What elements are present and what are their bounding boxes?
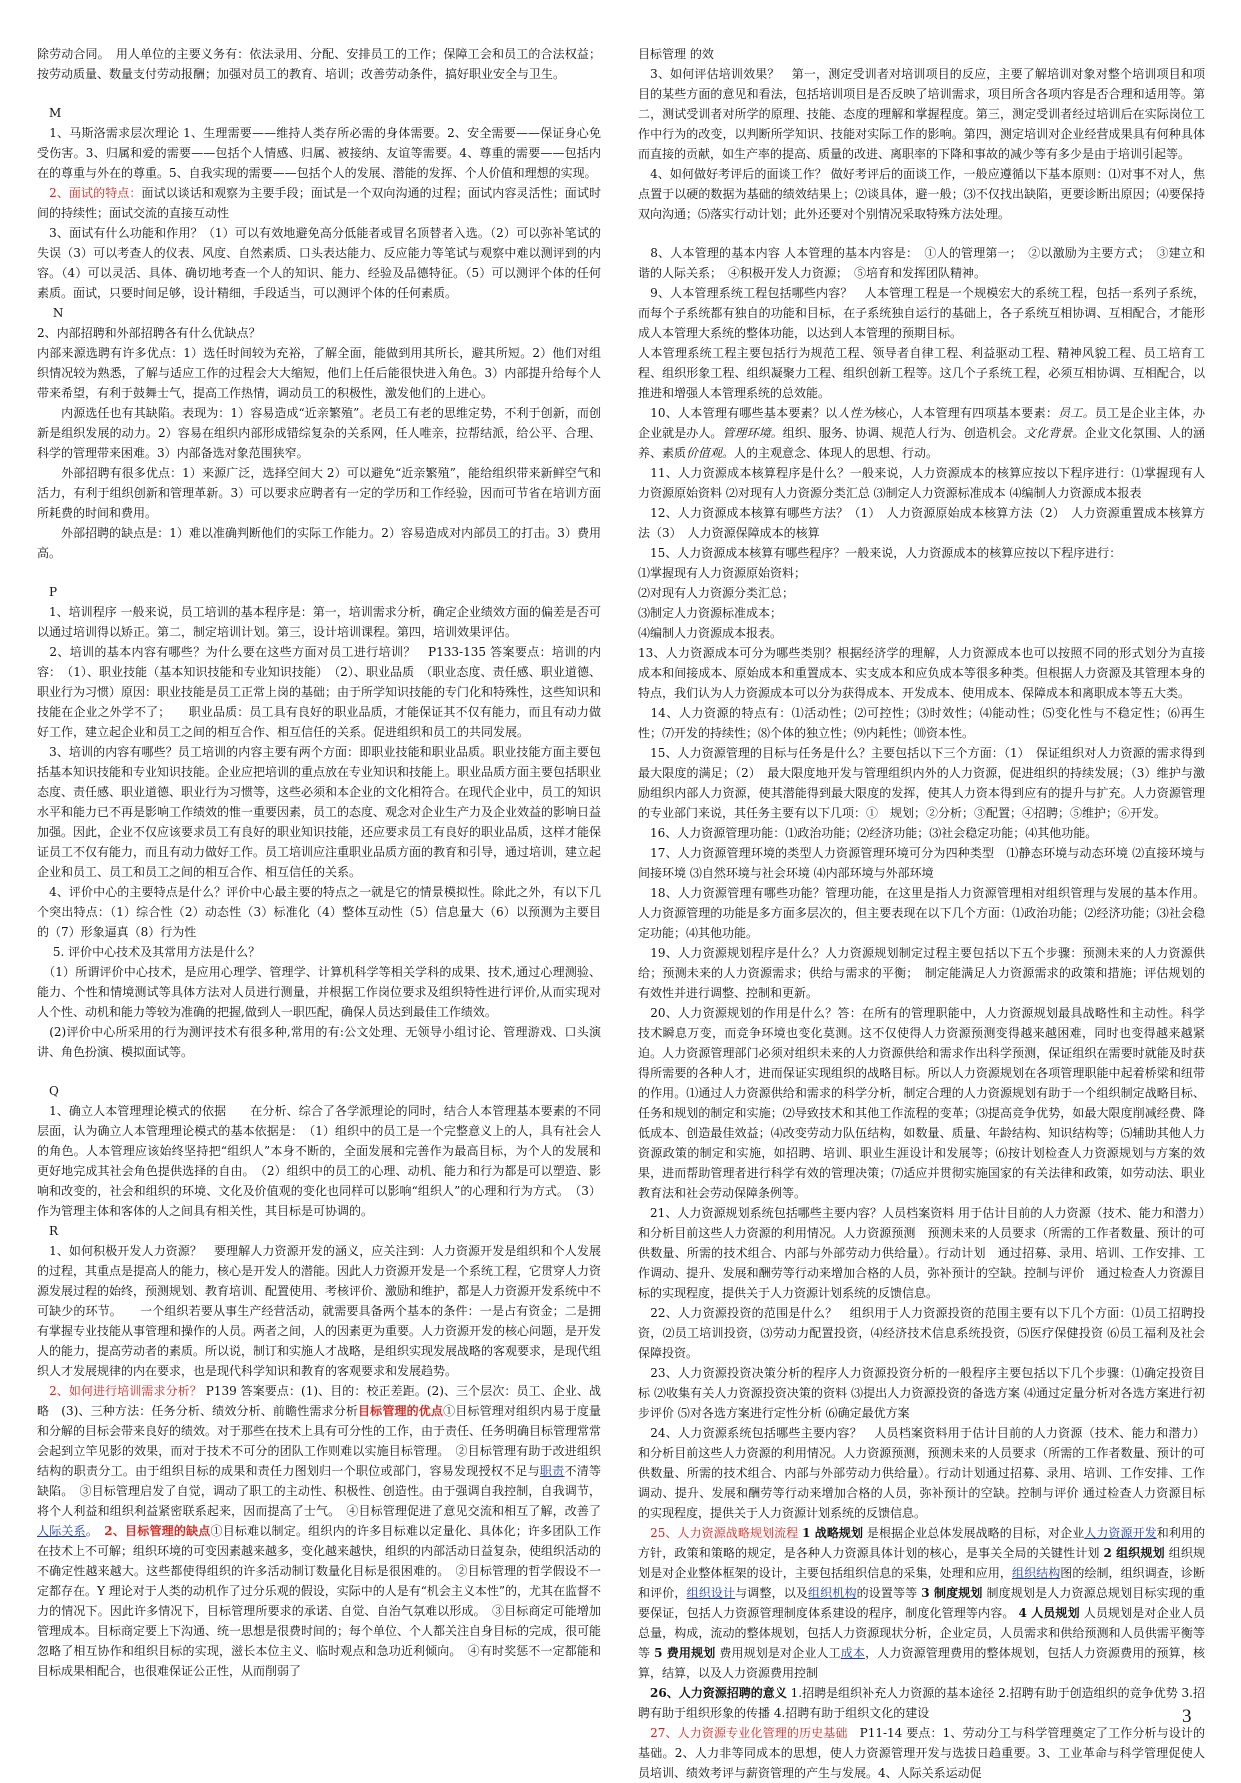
text-run: 1、马斯洛需求层次理论 1、生理需要——维持人类存所必需的身体需要。2、安全需要——保证身心免受伤害。3、归属和爱的需要——包括个人情感、归属、被接纳、友谊等需要。4、尊重的需要——包括内在的尊重与外在的尊重。5、自我实现的需要——包括个人的发展、潜能的发挥、个人价值和理想的实现。: [37, 126, 601, 180]
text-run: 组织、服务、协调、规范人行为、创造机会。: [782, 426, 1025, 440]
text-run: ⑶制定人力资源标准成本；: [638, 606, 783, 620]
paragraph: [37, 183, 601, 223]
paragraph: [37, 1101, 601, 1221]
paragraph: [638, 1303, 1205, 1363]
red-heading-text: 27、人力资源专业化管理的历史基础: [638, 1726, 848, 1740]
paragraph: [37, 323, 601, 343]
text-run: 不清等缺陷。 ③目标管理启发了自觉，调动了职工的主动性、积极性、创造性。由于强调自我控制，自我调节，将个人利益和组织利益紧密联系起来，因而提高了士气。 ④目标管理促进了意见交流和相互了解，改善了: [37, 1464, 601, 1518]
paragraph: [638, 503, 1205, 543]
text-run: 12、人力资源成本核算有哪些方法？（1） 人力资源原始成本核算方法（2） 人力资源重置成本核算方法（3） 人力资源保障成本的核算: [638, 506, 1205, 540]
paragraph: [638, 743, 1205, 823]
text-run: 8、人本管理的基本内容 人本管理的基本内容是： ①人的管理第一； ②以激励为主要方式； ③建立和谐的人际关系； ④积极开发人力资源； ⑤培育和发挥团队精神。: [638, 246, 1205, 280]
link-text[interactable]: 组织结构: [1012, 1566, 1061, 1580]
text-run: 2、培训的基本内容有哪些？为什么要在这些方面对员工进行培训？ P133-135 答案要点：培训的内容： （1）、职业技能（基本知识技能和专业知识技能） （2）、职业品质 （职业态度、责任感、职业道德、职业行为习惯）原因：职业技能是员工正常上岗的基础；由于所学知识技能的专门化和特殊性，这些知识和技能在企业之外学不了； 职业品质：员工具有良好的职业品质，才能保证其不仅有能力，而且有动力做好工作，建立起企业和员工之间的相互合作、相互信任的关系。促进组织和员工的共同发展。: [37, 645, 602, 739]
paragraph: [638, 164, 1205, 224]
bold-text: 3 制度规划: [921, 1586, 983, 1600]
bold-text: 2 组织规划: [1103, 1546, 1165, 1560]
link-text[interactable]: 人力资源开发: [1084, 1526, 1157, 1540]
paragraph: [37, 742, 601, 882]
bold-text: 5 费用规划: [654, 1646, 716, 1660]
paragraph: [638, 563, 1205, 583]
text-run: 与调整，以及: [735, 1586, 809, 1600]
text-run: 4、如何做好考评后的面谈工作？ 做好考评后的面谈工作，一般应遵循以下基本原则：⑴对事不对人，焦点置于以硬的数据为基础的绩效结果上；⑵谈具体，避一般；⑶不仅找出缺陷，更要诊断出原因；⑷要保持双向沟通；⑸落实行动计划；此外还要对个别情况采取特殊方法处理。: [638, 167, 1205, 221]
red-heading-text: 2、目标管理的缺点: [104, 1524, 211, 1538]
paragraph: [37, 103, 601, 123]
text-run: 11、人力资源成本核算程序是什么？一般来说，人力资源成本的核算应按以下程序进行：⑴掌握现有人力资源原始资料 ⑵对现有人力资源分类汇总 ⑶制定人力资源标准成本 ⑷编制人力资源成本报表: [638, 466, 1205, 500]
link-text[interactable]: 组织机构: [808, 1586, 857, 1600]
link-text[interactable]: 人际关系: [37, 1524, 86, 1538]
text-run: (2)评价中心所采用的行为测评技术有很多种,常用的有:公文处理、无领导小组讨论、管理游戏、口头演讲、角色扮演、模拟面试等。: [37, 1025, 601, 1059]
italic-text: 管理环境。: [722, 426, 783, 440]
red-heading-text: 目标管理的优点: [358, 1404, 444, 1418]
paragraph: [37, 523, 601, 563]
paragraph: [638, 1003, 1205, 1203]
text-run: 和利用的方针，政策和策略的规定，是各种人力资源具体计划的核心，是事关全局的关键性计划: [638, 1526, 1205, 1560]
text-run: P: [37, 585, 58, 599]
paragraph: [37, 942, 601, 962]
paragraph: [37, 223, 601, 303]
text-run: 1、如何积极开发人力资源？ 要理解人力资源开发的涵义，应关注到：人力资源开发是组织和个人发展的过程，其重点是提高人的能力，核心是开发人的潜能。因此人力资源开发是一个系统工程，它贯穿人力资源发展过程的始终，预测规划、教育培训、配置使用、考核评价、激励和维护，都是人力资源开发系统中不可缺少的环节。 一个组织若要从事生产经营活动，就需要具备两个基本的条件：一是占有资金；二是拥有掌握专业技能从事管理和操作的人员。两者之间，人的因素更为重要。人力资源开发的核心问题，是开发人的能力，提高劳动者的素质。所以说，制订和实施人才战略，是组织实现发展战略的客观要求，是现代组织人才发展规律的内在要求，也是现代科学知识和教育的客观要求和发展趋势。: [37, 1244, 602, 1378]
paragraph: [638, 823, 1205, 843]
text-run: Q: [37, 1084, 59, 1098]
italic-text: 人性为: [837, 406, 875, 420]
paragraph: [638, 283, 1205, 343]
text-run: 23、人力资源投资决策分析的程序人力资源投资分析的一般程序主要包括以下几个步骤：⑴确定投资目标 ⑵收集有关人力资源投资决策的资料 ⑶提出人力资源投资的备选方案 ⑷通过定量分析对各选方案进行初步评价 ⑸对各选方案进行定性分析 ⑹确定最优方案: [638, 1366, 1205, 1420]
paragraph: [37, 962, 601, 1022]
text-run: N: [37, 306, 64, 320]
italic-text: 文化背景。: [1024, 426, 1085, 440]
text-run: 17、人力资源管理环境的类型人力资源管理环境可分为四种类型 ⑴静态环境与动态环境 ⑵直接环境与间接环境 ⑶自然环境与社会环境 ⑷内部环境与外部环境: [638, 846, 1205, 880]
paragraph: [638, 623, 1205, 643]
bold-text: 1 战略规划: [802, 1526, 864, 1540]
text-run: 制度规划是人力资源总规划目标实现的重要保证，包括人力资源管理制度体系建设的程序，制度化管理等内容。: [638, 1586, 1205, 1620]
text-run: 3、如何评估培训效果？ 第一，测定受训者对培训项目的反应，主要了解培训对象对整个培训项目和项目的某些方面的意见和看法，包括培训项目是否反映了培训需求，项目所含各项内容是否合理和适用等。第二，测试受训者对所学的原理、技能、态度的理解和掌握程度。第三，测定受训者经过培训后在实际岗位工作中行为的改变，以判断所学知识、技能对实际工作的影响。第四，测定培训对企业经营成果具有何种具体而直接的贡献，如生产率的提高、质量的改进、离职率的下降和事故的减少等有多少是由于培训引起等。: [638, 67, 1205, 161]
paragraph: [37, 44, 601, 84]
text-run: P139 答案要点：(1)、目的：校正差距。(2)、三个层次：员工、企业、战略 (3)、三种方法：任务分析、绩效分析、前瞻性需求分析: [37, 1384, 602, 1418]
paragraph: [638, 343, 1205, 403]
paragraph: [638, 64, 1205, 164]
text-run: ①目标管理对组织内易于度量和分解的目标会带来良好的绩效。对于那些在技术上具有可分性的工作，由于责任、任务明确目标管理常常会起到立竿见影的效果，而对于技术不可分的团队工作则难以实施目标管理。 ②目标管理有助于改进组织结构的职责分工。由于组织目标的成果和责任力图划归一个职位或部门，容易发现授权不足与: [37, 1404, 602, 1478]
text-run: R: [37, 1224, 59, 1238]
text-run: 企业文化氛围、人的涵养、素质: [638, 426, 1205, 460]
paragraph: [638, 1423, 1205, 1523]
paragraph: [37, 602, 601, 642]
bold-text: 26、人力资源招聘的意义: [638, 1686, 787, 1700]
text-run: 费用规划是对企业人工: [715, 1646, 841, 1660]
paragraph: [37, 403, 601, 463]
paragraph: [638, 243, 1205, 283]
text-run: 15、人力资源成本核算有哪些程序？一般来说，人力资源成本的核算应按以下程序进行：: [638, 546, 1122, 560]
text-run: 5. 评价中心技术及其常用方法是什么？: [37, 945, 261, 959]
text-run: 1.招聘是组织补充人力资源的基本途径 2.招聘有助于创造组织的竞争优势 3.招聘有助于组织形象的传播 4.招聘有助于组织文化的建设: [638, 1686, 1205, 1720]
text-run: 核心，人本管理有四项基本要素：: [874, 406, 1059, 420]
paragraph: [638, 44, 1205, 64]
text-run: 员工是企业主体，办企业就是办人。: [638, 406, 1205, 440]
link-text[interactable]: 成本: [840, 1646, 866, 1660]
paragraph: [638, 643, 1205, 703]
paragraph: [638, 463, 1205, 503]
paragraph: [638, 543, 1205, 563]
text-run: 。: [85, 1524, 105, 1538]
paragraph: [37, 1241, 601, 1381]
text-run: ⑷编制人力资源成本报表。: [638, 626, 783, 640]
text-run: P11-14 要点：1、劳动分工与科学管理奠定了工作分析与设计的基础。2、人力非等同成本的思想，使人力资源管理开发与选拔日趋重要。3、工业革命与科学管理促使人员培训、绩效考评与薪资管理的产生与发展。4、人际关系运动促: [638, 1726, 1205, 1780]
text-run: 16、人力资源管理功能：⑴政治功能；⑵经济功能；⑶社会稳定功能；⑷其他功能。: [638, 826, 1098, 840]
paragraph: [37, 343, 601, 403]
text-run: 外部招聘的缺点是：1）难以准确判断他们的实际工作能力。2）容易造成对内部员工的打击。3）费用高。: [37, 526, 601, 560]
paragraph: [638, 603, 1205, 623]
left-column: [37, 44, 601, 1712]
text-run: 4、评价中心的主要特点是什么？评价中心最主要的特点之一就是它的情景模拟性。除此之外，有以下几个突出特点：（1）综合性（2）动态性（3）标准化（4）整体互动性（5）信息量大（6）以预测为主要目的（7）形象逼真（8）行为性: [37, 885, 601, 939]
text-run: 9、人本管理系统工程包括哪些内容？ 人本管理工程是一个规模宏大的系统工程，包括一系列子系统，而每个子系统都有独自的功能和目标，在子系统独自运行的基础上，各子系统互相协调、互相配合，才能形成人本管理大系统的整体功能，以达到人本管理的预期目标。: [638, 286, 1205, 340]
italic-text: 价值观。: [686, 446, 735, 460]
red-heading-text: 25、人力资源战略规划流程: [638, 1526, 799, 1540]
paragraph: [37, 303, 601, 323]
link-text[interactable]: 职责: [539, 1464, 565, 1478]
italic-text: 员工。: [1058, 406, 1095, 420]
text-run: 人本管理系统工程主要包括行为规范工程、领导者自律工程、利益驱动工程、精神风貌工程、员工培育工程、组织形象工程、组织凝聚力工程、组织创新工程等。这几个子系统工程，必须互相协调、互相配合，以推进和增强人本管理系统的总效能。: [638, 346, 1205, 400]
page-number: 3: [1182, 1706, 1192, 1727]
text-run: M: [37, 106, 62, 120]
text-run: ⑵对现有人力资源分类汇总；: [638, 586, 795, 600]
text-run: 人的主观意念、体现人的思想、行动。: [734, 446, 939, 460]
paragraph: [638, 883, 1205, 943]
text-run: 外部招聘有很多优点：1）来源广泛，选择空间大 2）可以避免“近亲繁殖”，能给组织带来新鲜空气和活力，有利于组织创新和管理革新。3）可以要求应聘者有一定的学历和工作经验，因而可节省在培训方面所耗费的时间和费用。: [37, 466, 601, 520]
text-run: 14、人力资源的特点有：⑴活动性；⑵可控性；⑶时效性；⑷能动性；⑸变化性与不稳定性；⑹再生性；⑺开发的持续性；⑻个体的独立性；⑼内耗性；⑽资本性。: [638, 706, 1205, 740]
text-run: 1、培训程序 一般来说，员工培训的基本程序是：第一，培训需求分析，确定企业绩效方面的偏差是否可以通过培训得以矫正。第二，制定培训计划。第三，设计培训课程。第四，培训效果评估。: [37, 605, 601, 639]
paragraph: [638, 1723, 1205, 1783]
text-run: 2、内部招聘和外部招聘各有什么优缺点？: [37, 326, 261, 340]
text-run: 目标管理 的效: [638, 47, 714, 61]
paragraph: [37, 1381, 601, 1681]
paragraph: [37, 882, 601, 942]
text-run: 的设置等等: [856, 1586, 922, 1600]
text-run: ⑴掌握现有人力资源原始资料；: [638, 566, 807, 580]
right-column: [638, 44, 1205, 1780]
text-run: 人员规划是对企业人员总量，构成，流动的整体规划，包括人力资源现状分析，企业定员，人员需求和供给预测和人员供需平衡等等: [638, 1606, 1205, 1660]
text-run: 内源选任也有其缺陷。表现为：1）容易造成“近亲繁殖”。老员工有老的思维定势，不利于创新，而创新是组织发展的动力。2）容易在组织内部形成错综复杂的关系网，任人唯亲，拉帮结派，给公平、合理、科学的管理带来困难。3）内部备选对象范围狭窄。: [37, 406, 601, 460]
paragraph: [638, 1363, 1205, 1423]
paragraph: [638, 403, 1205, 463]
paragraph: [37, 642, 601, 742]
text-run: 22、人力资源投资的范围是什么？ 组织用于人力资源投资的范围主要有以下几个方面：⑴员工招聘投资，⑵员工培训投资，⑶劳动力配置投资，⑷经济技术信息系统投资，⑸医疗保健投资 ⑹员工福利及社会保障投资。: [638, 1306, 1205, 1360]
text-run: 10、人本管理有哪些基本要素？以: [638, 406, 838, 420]
paragraph: [638, 583, 1205, 603]
paragraph: [37, 123, 601, 183]
paragraph: [37, 1081, 601, 1101]
paragraph: [37, 582, 601, 602]
text-run: 3、面试有什么功能和作用？（1）可以有效地避免高分低能者或冒名顶替者入选。（2）可以弥补笔试的失误（3）可以考查人的仪表、风度、自然素质、口头表达能力、反应能力等笔试与观察中难以测评到的内容。（4）可以灵活、具体、确切地考查一个人的知识、能力、经验及品德特征。（5）可以测评个体的任何素质。面试，只要时间足够，设计精细，手段适当，可以测评个体的任何素质。: [37, 226, 601, 300]
text-run: 19、人力资源规划程序是什么？人力资源规划制定过程主要包括以下五个步骤：预测未来的人力资源供给；预测未来的人力资源需求；供给与需求的平衡； 制定能满足人力资源需求的政策和措施；评估规划的有效性并进行调整、控制和更新。: [638, 946, 1205, 1000]
text-run: 是根据企业总体发展战略的目标，对企业: [863, 1526, 1085, 1540]
paragraph: [638, 843, 1205, 883]
text-run: 21、人力资源规划系统包括哪些主要内容？人员档案资料 用于估计目前的人力资源（技术、能力和潜力）和分析目前这些人力资源的利用情况。人力资源预测 预测未来的人员要求（所需的工作者数量、预计的可供数量、所需的技术组合、内部与外部劳动力供给量）。行动计划 通过招募、录用、培训、工作安排、工作调动、提升、发展和酬劳等行动来增加合格的人员，弥补预计的空缺。控制与评价 通过检查人力资源目标的实现程度，提供关于人力资源计划系统的反馈信息。: [638, 1206, 1205, 1300]
text-run: 24、人力资源系统包括哪些主要内容？ 人员档案资料用于估计目前的人力资源（技术、能力和潜力）和分析目前这些人力资源的利用情况。人力资源预测，预测未来的人员要求（所需的工作者数量、预计的可供数量、所需的技术组合、内部与外部劳动力供给量）。行动计划通过招募、录用、培训、工作安排、工作调动、提升、发展和酬劳等行动来增加合格的人员，弥补预计的空缺。控制与评价 通过检查人力资源目标的实现程度，提供关于人力资源计划系统的反馈信息。: [638, 1426, 1205, 1520]
red-heading-text: 2、面试的特点：: [37, 186, 142, 200]
text-run: 13、人力资源成本可分为哪些类别？根据经济学的理解，人力资源成本也可以按照不同的形式划分为直接成本和间接成本、原始成本和重置成本、实支成本和应负成本等很多种类。但根据人力资源及其管理本身的特点，我们认为人力资源成本可以分为获得成本、开发成本、使用成本、保障成本和离职成本等五大类。: [638, 646, 1205, 700]
text-run: （1）所谓评价中心技术，是应用心理学、管理学、计算机科学等相关学科的成果、技术,通过心理测验、能力、个性和情境测试等具体方法对人员进行测量，并根据工作岗位要求及组织特性进行评价,从而实现对人个性、动机和能力等较为准确的把握,做到人一职匹配，确保人员达到最佳工作绩效。: [37, 965, 601, 1019]
paragraph: [638, 943, 1205, 1003]
text-run: ，人力资源管理费用的整体规划，包括人力资源费用的预算，核算，结算，以及人力资源费用控制: [638, 1646, 1205, 1680]
text-run: 内部来源选聘有许多优点：1）选任时间较为充裕，了解全面，能做到用其所长，避其所短。2）他们对组织情况较为熟悉，了解与适应工作的过程会大大缩短，他们上任后能很快进入角色。3）内部提升给每个人带来希望，有利于鼓舞士气，提高工作热情，调动员工的积极性，激发他们的上进心。: [37, 346, 601, 400]
paragraph: [37, 463, 601, 523]
paragraph: [638, 1683, 1205, 1723]
red-heading-text: 2、如何进行培训需求分析？: [37, 1384, 202, 1398]
text-run: 15、人力资源管理的目标与任务是什么？主要包括以下三个方面：（1） 保证组织对人力资源的需求得到最大限度的满足；（2） 最大限度地开发与管理组织内外的人力资源，促进组织的持续发展；（3）维护与激励组织内部人力资源，使其潜能得到最大限度的发挥，使其人力资本得到应有的提升与扩充。人力资源管理的专业部门来说，其任务主要有以下几项：① 规划；②分析；③配置；④招聘；⑤维护；⑥开发。: [638, 746, 1205, 820]
text-run: 20、人力资源规划的作用是什么？答：在所有的管理职能中，人力资源规划最具战略性和主动性。科学技术瞬息万变，而竞争环境也变化莫测。这不仅使得人力资源预测变得越来越困难，同时也变得越来越紧迫。人力资源管理部门必须对组织未来的人力资源供给和需求作出科学预测，保证组织在需要时就能及时获得所需要的各种人才，进而保证实现组织的战略目标。所以人力资源规划在各项管理职能中起着桥梁和纽带的作用。⑴通过人力资源供给和需求的科学分析，制定合理的人力资源规划有助于一个组织制定战略目标、任务和规划的制定和实施；⑵导致技术和其他工作流程的变革；⑶提高竞争优势，如最大限度削减经费、降低成本、创造最佳效益；⑷改变劳动力队伍结构，如数量、质量、年龄结构、知识结构等；⑸辅助其他人力资源政策的制定和实施，如招聘、培训、职业生涯设计和发展等；⑹按计划检查人力资源规划与方案的效果，进而帮助管理者进行科学有效的管理决策；⑺适应并贯彻实施国家的有关法律和政策，如劳动法、职业教育法和社会劳动保障条例等。: [638, 1006, 1205, 1200]
paragraph: [37, 1221, 601, 1241]
text-run: 除劳动合同。 用人单位的主要义务有：依法录用、分配、安排员工的工作；保障工会和员工的合法权益；按劳动质量、数量支付劳动报酬；加强对员工的教育、培训；改善劳动条件，搞好职业安全与卫生。: [37, 47, 601, 81]
bold-text: 4 人员规划: [1018, 1606, 1080, 1620]
link-text[interactable]: 组织设计: [686, 1586, 736, 1600]
paragraph: [638, 1523, 1205, 1683]
text-run: 3、培训的内容有哪些？员工培训的内容主要有两个方面：即职业技能和职业品质。职业技能方面主要包括基本知识技能和专业知识技能。企业应把培训的重点放在专业知识和技能上。职业品质方面主要包括职业态度、责任感、职业道德、职业行为习惯等，这些必须和本企业的文化相符合。在现代企业中，员工的知识水平和能力已不再是影响工作绩效的惟一重要因素，员工的态度、观念对企业生产力及企业效益的影响日益加强。因此，企业不仅应该要求员工有良好的职业知识技能，还应要求员工有良好的职业品质，这样才能保证员工不仅有能力，而且有动力做好工作。员工培训应注重职业品质方面的教育和引导，通过培训，建立起企业和员工、员工和员工之间的相互合作、相互信任的关系。: [37, 745, 602, 879]
paragraph: [638, 703, 1205, 743]
text-run: 18、人力资源管理有哪些功能？管理功能，在这里是指人力资源管理相对组织管理与发展的基本作用。人力资源管理的功能是多方面多层次的，但主要表现在以下几个方面：⑴政治功能；⑵经济功能；⑶社会稳定功能；⑷其他功能。: [638, 886, 1205, 940]
paragraph: [37, 1022, 601, 1062]
text-run: ①目标难以制定。组织内的许多目标难以定量化、具体化；许多团队工作在技术上不可解；组织环境的可变因素越来越多，变化越来越快，组织的内部活动日益复杂，使组织活动的不确定性越来越大。这些都使得组织的许多活动制订数量化目标是很困难的。 ②目标管理的哲学假设不一定都存在。Y 理论对于人类的动机作了过分乐观的假设，实际中的人是有“机会主义本性”的，尤其在监督不力的情况下。因此许多情况下，目标管理所要求的承诺、自觉、自治气氛难以形成。 ③目标商定可能增加管理成本。目标商定要上下沟通、统一思想是很费时间的；每个单位、个人都关注自身目标的完成，很可能忽略了相互协作和组织目标的实现，滋长本位主义、临时观点和急功近利倾向。 ④有时奖惩不一定都能和目标成果相配合，也很难保证公正性，从而削弱了: [37, 1524, 602, 1678]
text-run: 组织规划是对企业整体框架的设计，主要包括组织信息的采集，处理和应用，: [638, 1546, 1205, 1580]
text-run: 1、确立人本管理理论模式的依据 在分析、综合了各学派理论的同时，结合人本管理基本要素的不同层面，认为确立人本管理理论模式的基本依据是： （1）组织中的员工是一个完整意义上的人，具有社会人的角色。人本管理应该始终坚持把“组织人”本身不断的，全面发展和完善作为最高目标，为个人的发展和更好地完成其社会角色提供选择的自由。 （2）组织中的员工的心理、动机、能力和行为都是可以塑造、影响和改变的，社会和组织的环境、文化及价值观的变化也同样可以影响“组织人”的心理和行为方式。 （3）作为管理主体和客体的人之间具有相关性，其目标是可协调的。: [37, 1104, 601, 1218]
paragraph: [638, 1203, 1205, 1303]
text-run: 面试以谈话和观察为主要手段；面试是一个双向沟通的过程；面试内容灵活性；面试时间的持续性；面试交流的直接互动性: [37, 186, 601, 220]
text-run: 图的绘制，组织调查，诊断和评价，: [638, 1566, 1205, 1600]
